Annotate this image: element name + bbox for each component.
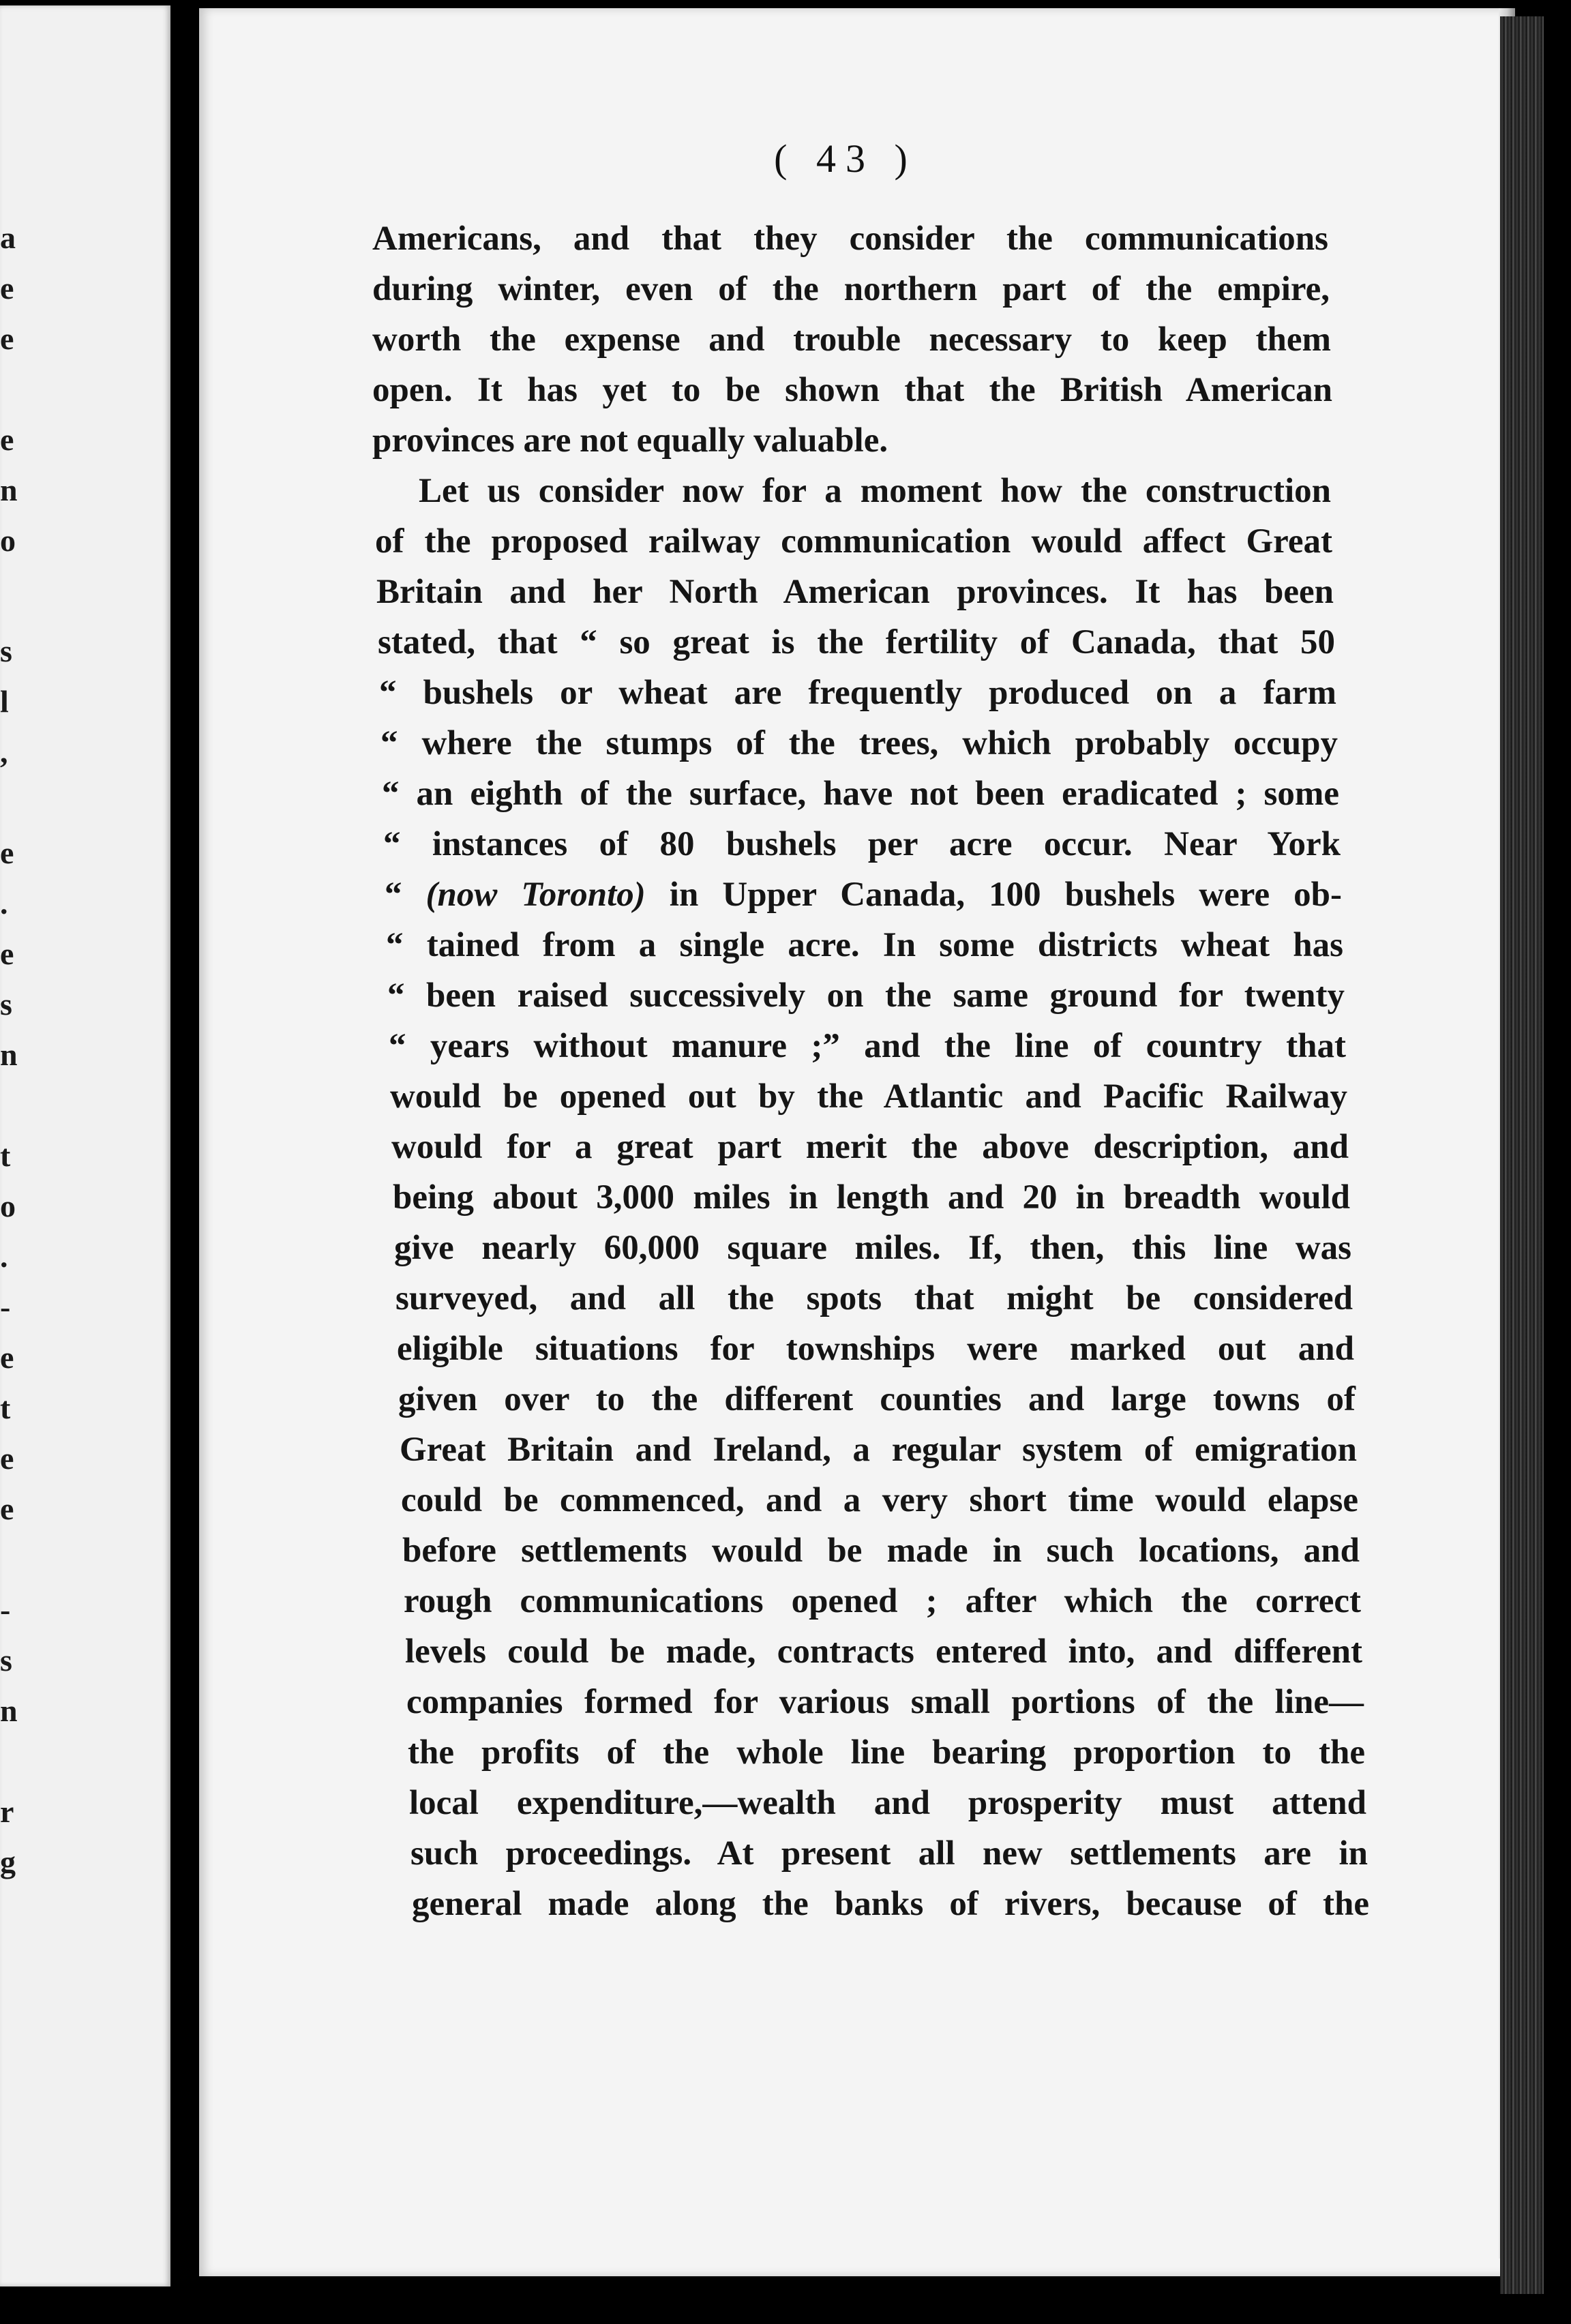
left-page-fragment: - bbox=[0, 1592, 11, 1627]
text-line: of the proposed railway communication would affect Great bbox=[375, 522, 1332, 561]
text-line: Great Britain and Ireland, a regular system of emigration bbox=[400, 1431, 1357, 1469]
text-line: Britain and her North American provinces. It has been bbox=[376, 573, 1334, 611]
left-page-fragment: l bbox=[0, 684, 9, 719]
left-page-fragment: s bbox=[0, 1643, 12, 1678]
book-spine bbox=[1500, 16, 1544, 2294]
left-page-fragment: e bbox=[0, 936, 14, 971]
text-line: such proceedings. At present all new settlements are in bbox=[410, 1834, 1368, 1873]
left-page-fragment: r bbox=[0, 1794, 14, 1829]
page-number: ( 43 ) bbox=[774, 136, 917, 181]
text-line: Let us consider now for a moment how the construction bbox=[419, 472, 1331, 510]
text-line: stated, that “ so great is the fertility of Canada, that 50 bbox=[378, 623, 1335, 661]
left-page-fragment: e bbox=[0, 835, 14, 870]
left-page-fragment: e bbox=[0, 1340, 14, 1375]
text-line: “ an eighth of the surface, have not been eradicated ; some bbox=[382, 775, 1339, 813]
text-line: “ where the stumps of the trees, which probably occupy bbox=[380, 724, 1338, 762]
text-line: provinces are not equally valuable. bbox=[372, 421, 888, 460]
text-line: levels could be made, contracts entered into, and different bbox=[405, 1633, 1362, 1671]
left-page-fragment: e bbox=[0, 422, 14, 457]
text-line: during winter, even of the northern part of the empire, bbox=[372, 270, 1330, 308]
left-page-fragment: n bbox=[0, 1037, 18, 1072]
quote-mark: “ bbox=[385, 876, 402, 914]
text-line: worth the expense and trouble necessary to keep them bbox=[372, 321, 1331, 359]
text-line: “ been raised successively on the same ground for twenty bbox=[387, 977, 1345, 1015]
text-line: rough communications opened ; after which the correct bbox=[404, 1582, 1361, 1620]
text-line: companies formed for various small portions of the line— bbox=[406, 1683, 1364, 1721]
text-line-rest: in Upper Canada, 100 bushels were ob- bbox=[669, 876, 1342, 914]
text-line: before settlements would be made in such locations, and bbox=[402, 1532, 1360, 1570]
left-page-fragment: n bbox=[0, 473, 18, 507]
left-page-fragment: g bbox=[0, 1845, 16, 1879]
text-line: Americans, and that they consider the communications bbox=[372, 220, 1328, 258]
left-page-fragment: n bbox=[0, 1693, 18, 1728]
left-page-fragment: a bbox=[0, 220, 16, 255]
left-page-fragment: o bbox=[0, 523, 16, 558]
left-page-fragment: s bbox=[0, 634, 12, 668]
text-line: local expenditure,—wealth and prosperity must attend bbox=[409, 1784, 1366, 1822]
left-page-fragment: . bbox=[0, 886, 8, 921]
text-line bbox=[385, 869, 1342, 920]
text-line: would be opened out by the Atlantic and Pacific Railway bbox=[390, 1077, 1347, 1116]
text-line: “ years without manure ;” and the line of country that bbox=[389, 1027, 1346, 1065]
text-line: would for a great part merit the above description, and bbox=[391, 1128, 1349, 1166]
left-page-fragment: e bbox=[0, 1491, 14, 1526]
left-page-fragment: e bbox=[0, 321, 14, 356]
text-line: give nearly 60,000 square miles. If, then, this line was bbox=[394, 1229, 1351, 1267]
text-line: given over to the different counties and large towns of bbox=[398, 1380, 1356, 1418]
left-page-fragment: s bbox=[0, 987, 12, 1022]
italic-place-name: (now Toronto) bbox=[425, 876, 646, 914]
left-page-fragment: t bbox=[0, 1390, 11, 1425]
left-page-fragment: - bbox=[0, 1290, 11, 1324]
text-line: being about 3,000 miles in length and 20 in breadth would bbox=[393, 1178, 1350, 1217]
left-page bbox=[0, 5, 170, 2286]
left-page-fragment: t bbox=[0, 1138, 11, 1173]
left-page-fragment: o bbox=[0, 1189, 16, 1223]
text-line: surveyed, and all the spots that might be considered bbox=[395, 1279, 1353, 1317]
text-line: “ instances of 80 bushels per acre occur. Near York bbox=[383, 825, 1341, 863]
text-line: eligible situations for townships were marked out and bbox=[397, 1330, 1354, 1368]
text-line: “ bushels or wheat are frequently produced on a farm bbox=[379, 674, 1336, 712]
text-line: open. It has yet to be shown that the British American bbox=[372, 371, 1332, 409]
left-page-fragment: . bbox=[0, 1239, 8, 1274]
left-page-fragment: e bbox=[0, 271, 14, 306]
text-line: general made along the banks of rivers, because of the bbox=[412, 1885, 1369, 1923]
left-page-fragment: e bbox=[0, 1441, 14, 1476]
left-page-fragment: , bbox=[0, 734, 8, 769]
text-line: the profits of the whole line bearing proportion to the bbox=[408, 1733, 1365, 1772]
text-line: “ tained from a single acre. In some districts wheat has bbox=[386, 926, 1343, 964]
text-line: could be commenced, and a very short time would elapse bbox=[401, 1481, 1358, 1519]
